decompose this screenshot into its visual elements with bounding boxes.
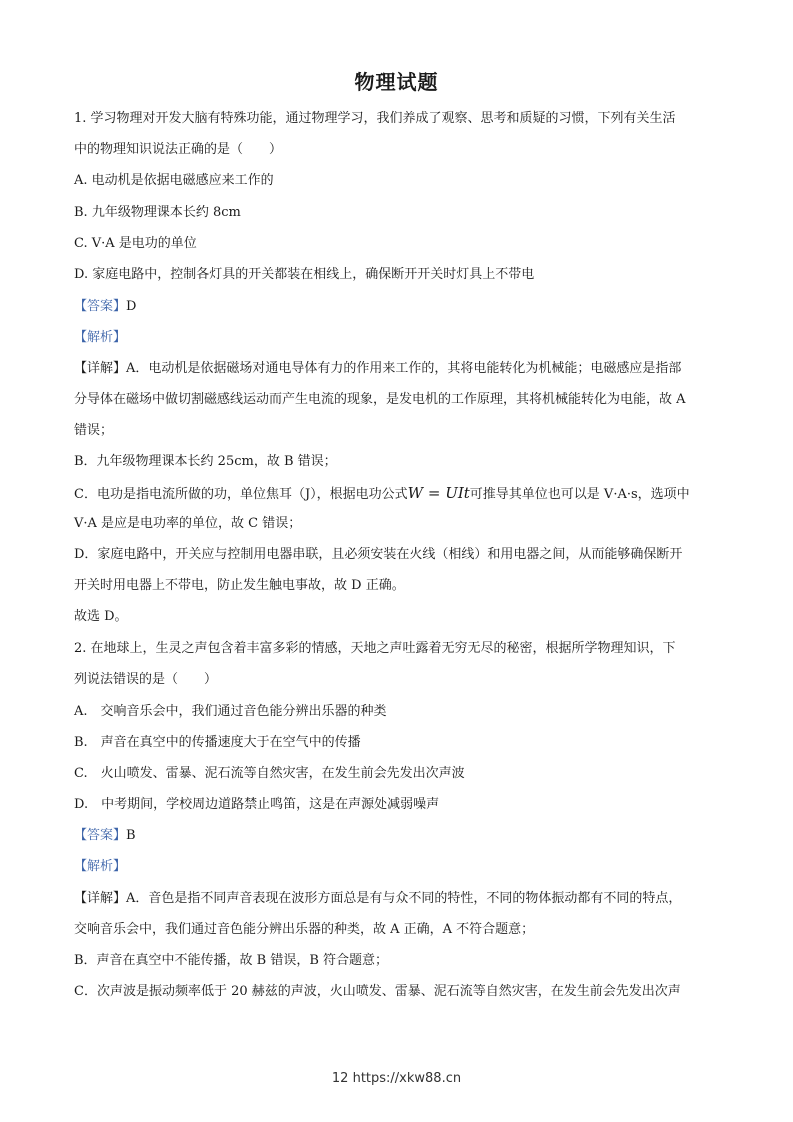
q1-detail-line-5a: C．电功是指电流所做的功，单位焦耳（J），根据电功公式: [74, 487, 408, 502]
q1-stem-line-1: 1. 学习物理对开发大脑有特殊功能，通过物理学习，我们养成了观察、思考和质疑的习惯，下列有关生活: [74, 111, 676, 126]
q2-detail-line-1: 【详解】A．音色是指不同声音表现在波形方面总是有与众不同的特性，不同的物体振动都有不同的特点，: [74, 891, 682, 906]
q2-stem-line-1: 2. 在地球上，生灵之声包含着丰富多彩的情感，天地之声吐露着无穷无尽的秘密，根据所学物理知识，下: [74, 641, 676, 656]
q2-stem-line-2: 列说法错误的是（ ）: [74, 672, 218, 687]
q1-answer: D: [126, 299, 137, 314]
q1-formula: W = UIt: [407, 484, 470, 502]
q1-answer-tag: 【答案】: [74, 299, 127, 314]
q1-detail-line-4: B．九年级物理课本长约 25cm，故 B 错误；: [74, 454, 337, 469]
q2-option-d: D. 中考期间，学校周边道路禁止鸣笛，这是在声源处减弱噪声: [74, 797, 440, 812]
q2-option-b: B. 声音在真空中的传播速度大于在空气中的传播: [74, 735, 361, 750]
q2-detail-line-4: C．次声波是振动频率低于 20 赫兹的声波，火山喷发、雷暴、泥石流等自然灾害，在发生前会先发出次声: [74, 984, 681, 999]
q1-option-d: D. 家庭电路中，控制各灯具的开关都装在相线上，确保断开开关时灯具上不带电: [74, 267, 535, 282]
q2-detail-line-2: 交响音乐会中，我们通过音色能分辨出乐器的种类，故 A 正确，A 不符合题意；: [74, 922, 535, 937]
q1-conclusion: 故选 D。: [74, 609, 128, 624]
q1-detail-line-7: D．家庭电路中，开关应与控制用电器串联，且必须安装在火线（相线）和用电器之间，从而能够确保断开: [74, 547, 683, 562]
q2-detail-line-3: B．声音在真空中不能传播，故 B 错误，B 符合题意；: [74, 953, 389, 968]
q1-detail-line-8: 开关时用电器上不带电，防止发生触电事故，故 D 正确。: [74, 578, 405, 593]
q1-stem-line-2: 中的物理知识说法正确的是（ ）: [74, 142, 283, 157]
q2-answer-tag: 【答案】: [74, 828, 127, 843]
page-footer: 12 https://xkw88.cn: [331, 1071, 462, 1086]
q1-option-c: C. V·A 是电功的单位: [74, 236, 197, 251]
q1-analysis-tag: 【解析】: [74, 330, 127, 345]
q1-answer-line: [74, 298, 724, 316]
q1-detail-line-5: [74, 484, 724, 504]
q1-option-a: A. 电动机是依据电磁感应来工作的: [74, 173, 274, 188]
q2-option-c: C. 火山喷发、雷暴、泥石流等自然灾害，在发生前会先发出次声波: [74, 766, 465, 781]
q1-detail-line-3: 错误；: [74, 423, 114, 438]
q1-detail-line-1: 【详解】A．电动机是依据磁场对通电导体有力的作用来工作的，其将电能转化为机械能；电磁感应是指部: [74, 361, 682, 376]
q2-analysis-tag: 【解析】: [74, 859, 127, 874]
q2-answer-line: [74, 827, 724, 845]
q1-detail-line-5b: 可推导其单位也可以是 V·A·s，选项中: [469, 487, 690, 502]
q1-option-b: B. 九年级物理课本长约 8cm: [74, 205, 241, 220]
q2-option-a: A. 交响音乐会中，我们通过音色能分辨出乐器的种类: [74, 704, 387, 719]
q1-detail-line-2: 分导体在磁场中做切割磁感线运动而产生电流的现象，是发电机的工作原理，其将机械能转化为电能，故 A: [74, 392, 686, 407]
page-title: 物理试题: [354, 70, 439, 94]
q2-answer: B: [126, 828, 136, 843]
q1-detail-line-6: V·A 是应是电功率的单位，故 C 错误；: [74, 516, 302, 531]
